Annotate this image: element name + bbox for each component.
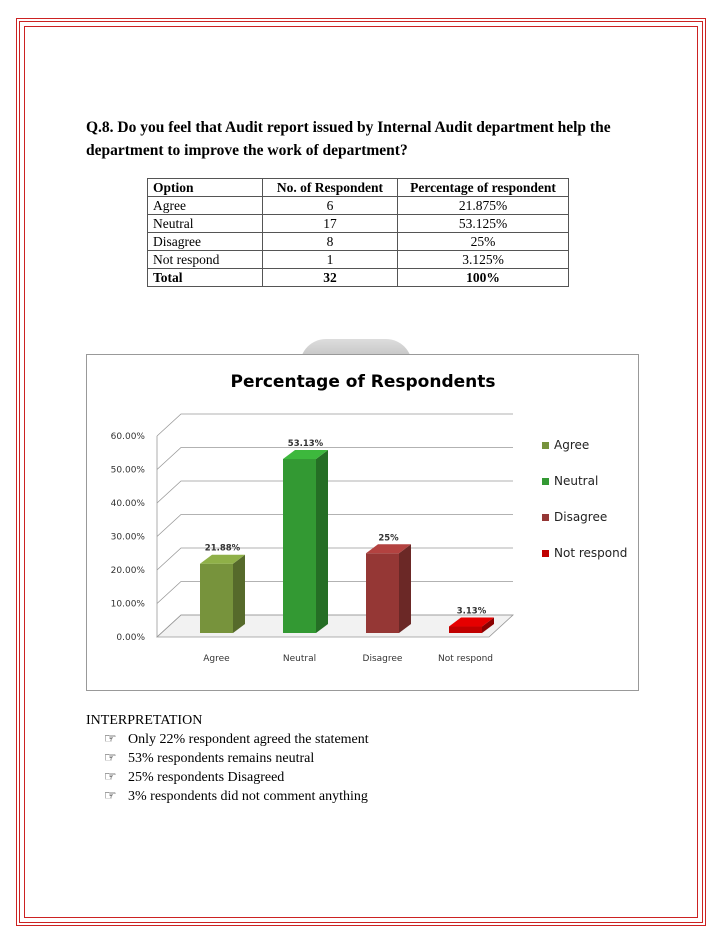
bar-agree bbox=[200, 544, 245, 664]
bar-front bbox=[283, 459, 316, 633]
pointing-hand-icon: ☞ bbox=[104, 770, 117, 785]
table-cell: 100% bbox=[398, 269, 569, 287]
table-total-row bbox=[148, 269, 569, 287]
interpretation-list bbox=[86, 730, 369, 806]
pointing-hand-icon: ☞ bbox=[104, 732, 117, 747]
legend-label: Agree bbox=[554, 438, 590, 452]
table-cell: Disagree bbox=[148, 233, 263, 251]
list-item bbox=[104, 768, 369, 787]
legend-swatch bbox=[542, 514, 549, 521]
x-tick-label: Agree bbox=[203, 654, 230, 664]
bar-side bbox=[316, 450, 328, 633]
respondent-table bbox=[147, 178, 569, 287]
legend-swatch bbox=[542, 442, 549, 449]
data-label: 53.13% bbox=[287, 439, 324, 450]
y-tick-label: 0.00% bbox=[116, 633, 145, 643]
x-tick-label: Neutral bbox=[282, 654, 317, 664]
table-cell: Not respond bbox=[148, 251, 263, 269]
list-item-text: Only 22% respondent agreed the statement bbox=[128, 732, 369, 747]
list-item bbox=[104, 749, 369, 768]
interpretation-heading: INTERPRETATION bbox=[86, 713, 203, 728]
list-item bbox=[104, 730, 369, 749]
table-cell: 1 bbox=[263, 251, 398, 269]
bar-front bbox=[200, 564, 233, 633]
x-tick-label: Not respond bbox=[438, 654, 493, 664]
table-cell: Agree bbox=[148, 197, 263, 215]
table-cell: 6 bbox=[263, 197, 398, 215]
table-cell: 32 bbox=[263, 269, 398, 287]
chart-legend bbox=[542, 438, 627, 560]
pointing-hand-icon: ☞ bbox=[104, 751, 117, 766]
legend-swatch bbox=[542, 550, 549, 557]
table-row bbox=[148, 215, 569, 233]
table-header-cell: No. of Respondent bbox=[263, 179, 398, 197]
legend-swatch bbox=[542, 478, 549, 485]
list-item-text: 25% respondents Disagreed bbox=[128, 770, 285, 785]
table-cell: 3.125% bbox=[398, 251, 569, 269]
chart-canvas bbox=[87, 355, 640, 692]
table-cell: Neutral bbox=[148, 215, 263, 233]
list-item-text: 53% respondents remains neutral bbox=[128, 751, 315, 766]
legend-label: Neutral bbox=[554, 474, 599, 488]
y-tick-label: 40.00% bbox=[110, 499, 145, 509]
bar-chart bbox=[86, 354, 639, 691]
table-row bbox=[148, 251, 569, 269]
table-cell: 53.125% bbox=[398, 215, 569, 233]
table-header-cell: Option bbox=[148, 179, 263, 197]
data-label: 25% bbox=[378, 533, 399, 544]
x-tick-label: Disagree bbox=[362, 654, 403, 664]
table-row bbox=[148, 233, 569, 251]
y-tick-label: 60.00% bbox=[110, 432, 145, 442]
y-tick-label: 20.00% bbox=[110, 566, 145, 576]
table-cell: 8 bbox=[263, 233, 398, 251]
y-tick-label: 10.00% bbox=[110, 599, 145, 610]
table-row bbox=[148, 197, 569, 215]
data-label: 3.13% bbox=[456, 606, 487, 617]
y-tick-label: 30.00% bbox=[110, 532, 145, 543]
bar-side bbox=[399, 544, 411, 633]
data-label: 21.88% bbox=[204, 543, 241, 554]
table-cell: Total bbox=[148, 269, 263, 287]
bar-front bbox=[366, 553, 399, 633]
list-item bbox=[104, 787, 369, 806]
bar-disagree bbox=[363, 533, 411, 664]
pointing-hand-icon: ☞ bbox=[104, 789, 117, 804]
table-header-cell: Percentage of respondent bbox=[398, 179, 569, 197]
legend-label: Disagree bbox=[554, 510, 608, 524]
bar-front bbox=[449, 627, 482, 633]
table-cell: 25% bbox=[398, 233, 569, 251]
legend-label: Not respond bbox=[554, 546, 628, 560]
list-item-text: 3% respondents did not comment anything bbox=[128, 789, 368, 804]
interpretation-section bbox=[86, 711, 369, 806]
table-cell: 17 bbox=[263, 215, 398, 233]
table-cell: 21.875% bbox=[398, 197, 569, 215]
chart-title: Percentage of Respondents bbox=[230, 372, 496, 392]
y-tick-label: 50.00% bbox=[110, 465, 145, 476]
table-header-row bbox=[148, 179, 569, 197]
question-text: Q.8. Do you feel that Audit report issued by Internal Audit department help the department to improve the work of department? bbox=[86, 119, 611, 159]
bar-side bbox=[233, 555, 245, 633]
